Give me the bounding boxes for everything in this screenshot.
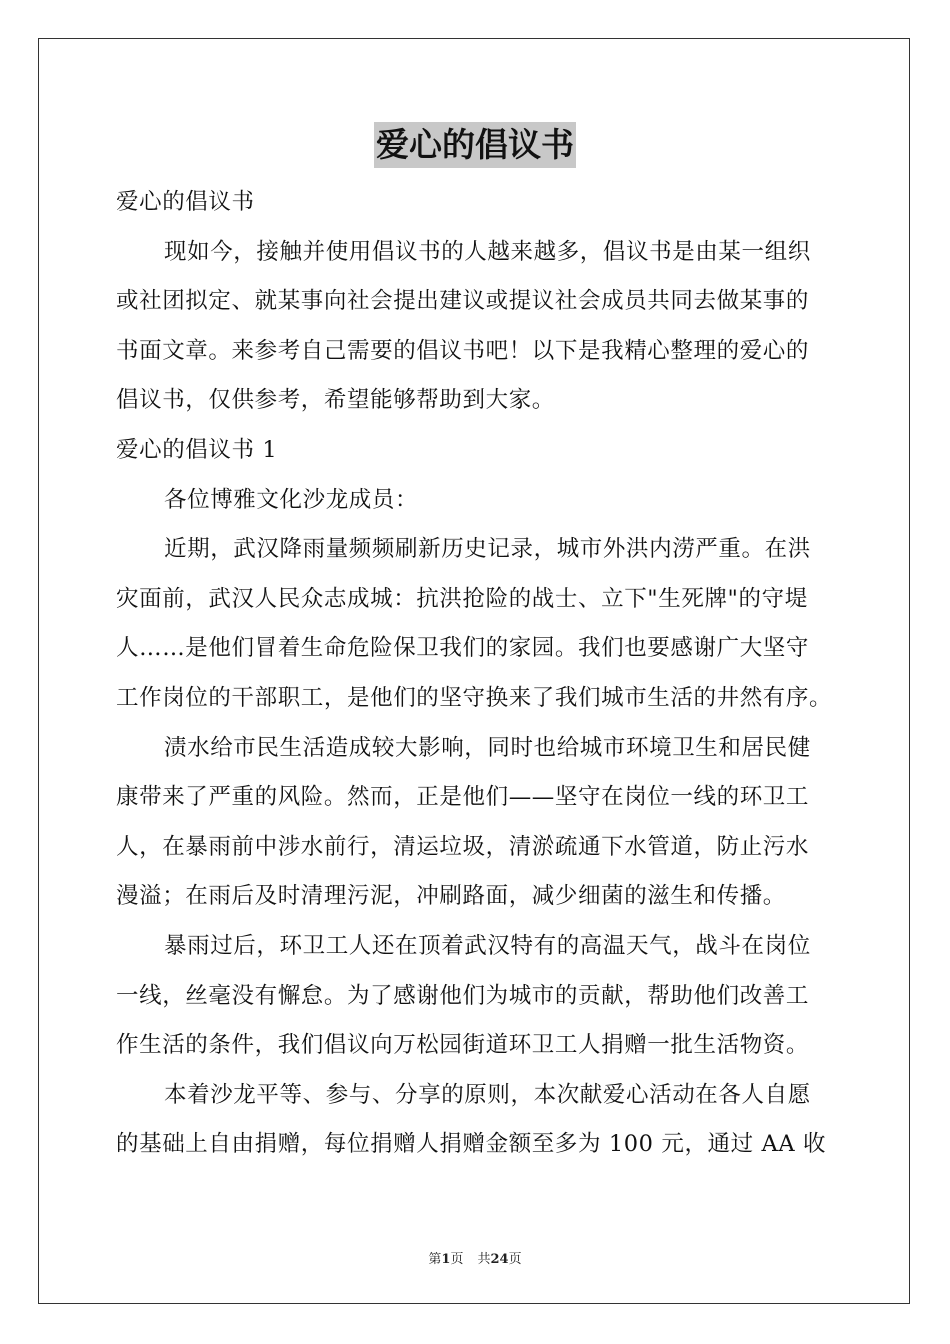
- title-container: [0, 122, 950, 168]
- text-line: 人……是他们冒着生命危险保卫我们的家园。我们也要感谢广大坚守: [116, 635, 810, 662]
- footer-page-prefix: 第: [428, 1252, 442, 1267]
- footer-total-prefix: 共: [477, 1252, 491, 1267]
- text-line: 或社团拟定、就某事向社会提出建议或提议社会成员共同去做某事的: [116, 288, 810, 315]
- text-line: 爱心的倡议书: [116, 189, 255, 215]
- page-footer: [0, 1248, 950, 1267]
- text-line: 近期，武汉降雨量频频刷新历史记录，城市外洪内涝严重。在洪: [164, 536, 811, 563]
- text-line: 爱心的倡议书 1: [116, 436, 278, 463]
- text-line: 人，在暴雨前中涉水前行，清运垃圾，清淤疏通下水管道，防止污水: [116, 833, 810, 860]
- footer-total-pages: 24: [490, 1252, 509, 1267]
- text-line: 灾面前，武汉人民众志成城：抗洪抢险的战士、立下"生死牌"的守堤: [116, 585, 808, 612]
- text-line: 书面文章。来参考自己需要的倡议书吧！以下是我精心整理的爱心的: [116, 337, 810, 364]
- text-line: 一线，丝毫没有懈怠。为了感谢他们为城市的贡献，帮助他们改善工: [116, 982, 810, 1009]
- footer-page-number: 1: [441, 1252, 451, 1267]
- text-line: 的基础上自由捐赠，每位捐赠人捐赠金额至多为 100 元，通过 AA 收: [116, 1131, 827, 1158]
- text-line: 康带来了严重的风险。然而，正是他们——坚守在岗位一线的环卫工: [116, 784, 810, 811]
- text-line: 暴雨过后，环卫工人还在顶着武汉特有的高温天气，战斗在岗位: [164, 932, 811, 959]
- text-line: 作生活的条件，我们倡议向万松园街道环卫工人捐赠一批生活物资。: [116, 1032, 810, 1059]
- text-line: 现如今，接触并使用倡议书的人越来越多，倡议书是由某一组织: [164, 238, 811, 265]
- text-line: 工作岗位的干部职工，是他们的坚守换来了我们城市生活的井然有序。: [116, 684, 833, 711]
- document-body: [116, 178, 836, 1170]
- text-line: 倡议书，仅供参考，希望能够帮助到大家。: [116, 387, 555, 414]
- text-line: 本着沙龙平等、参与、分享的原则，本次献爱心活动在各人自愿: [164, 1081, 811, 1108]
- text-line: 漫溢；在雨后及时清理污泥，冲刷路面，减少细菌的滋生和传播。: [116, 883, 786, 910]
- text-line: 渍水给市民生活造成较大影响，同时也给城市环境卫生和居民健: [164, 734, 811, 761]
- footer-total-suffix: 页: [508, 1252, 522, 1267]
- footer-page-suffix: 页: [450, 1252, 464, 1267]
- text-line: 各位博雅文化沙龙成员：: [164, 486, 419, 513]
- document-title: 爱心的倡议书: [374, 122, 576, 168]
